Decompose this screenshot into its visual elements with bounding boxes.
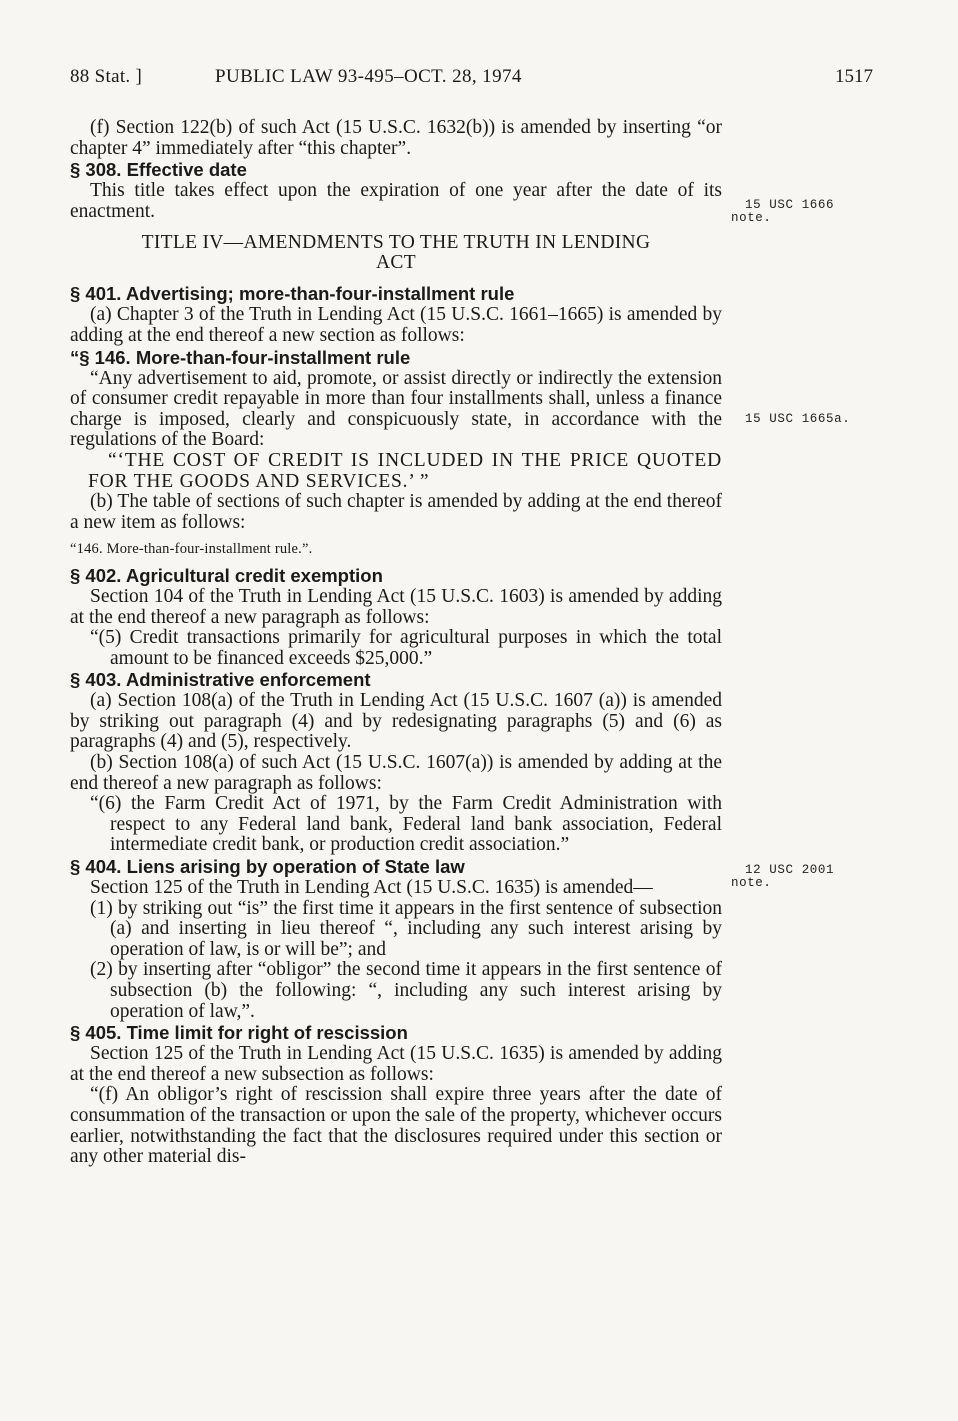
section-405-heading: § 405. Time limit for right of rescission — [70, 1022, 408, 1044]
title-iv-line-1: TITLE IV—AMENDMENTS TO THE TRUTH IN LENDING — [141, 232, 651, 254]
paragraph-f: (f) Section 122(b) of such Act (15 U.S.C. 1632(b)) is amended by inserting “or chapter 4” immediately after “this chapter”. — [70, 117, 722, 159]
section-146-text: “Any advertisement to aid, promote, or assist directly or indirectly the extension of consumer credit repayable in more than four installments shall, unless a finance charge is imposed, clearly and conspicuously state, in accordance with the regulations of the Board: — [70, 367, 722, 451]
title-iv-heading — [70, 233, 722, 273]
section-402-quote: “(5) Credit transactions primarily for agricultural purposes in which the total amount to be financed exceeds $25,000.” — [90, 627, 722, 669]
section-403-quote: “(6) the Farm Credit Act of 1971, by the Farm Credit Administration with respect to any Federal land bank, Federal land bank association, Federal intermediate credit bank, or production credit association.” — [90, 793, 722, 856]
margin-note-line: note. — [731, 211, 772, 225]
margin-note-line: 15 USC 1666 — [745, 198, 835, 212]
section-401-b: (b) The table of sections of such chapter is amended by adding at the end thereof a new item as follows: — [70, 491, 722, 533]
section-404-heading: § 404. Liens arising by operation of State law — [70, 856, 465, 878]
margin-note-line: note. — [731, 876, 772, 890]
section-403-heading: § 403. Administrative enforcement — [70, 669, 371, 691]
section-308-heading: § 308. Effective date — [70, 159, 247, 181]
section-401-table-item: “146. More-than-four-installment rule.”. — [70, 541, 313, 558]
margin-note-line: 15 USC 1665a. — [745, 412, 851, 426]
section-402-heading: § 402. Agricultural credit exemption — [70, 564, 383, 586]
section-401-heading: § 401. Advertising; more-than-four-installment rule — [70, 283, 515, 305]
page-number: 1517 — [835, 66, 873, 87]
section-402-text: Section 104 of the Truth in Lending Act (15 U.S.C. 1603) is amended by adding at the end thereof a new paragraph as follows: — [70, 585, 722, 628]
section-146-heading: “§ 146. More-than-four-installment rule — [70, 346, 411, 368]
statute-reference: 88 Stat. ] — [70, 66, 143, 87]
margin-note-15-usc-1666 — [731, 198, 835, 225]
document-body — [70, 118, 722, 1168]
margin-note-12-usc-2001 — [731, 863, 835, 890]
public-law-title: PUBLIC LAW 93-495–OCT. 28, 1974 — [215, 66, 522, 87]
margin-note-line: 12 USC 2001 — [745, 863, 835, 877]
section-308-text: This title takes effect upon the expiration of one year after the date of its enactment. — [70, 180, 722, 222]
section-404-item-1: (1) by striking out “is” the first time it appears in the first sentence of subsection (a) and inserting in lieu thereof “, including any such interest arising by operation of law, is or will be”; and — [90, 897, 722, 960]
margin-note-15-usc-1665a — [745, 413, 850, 426]
title-iv-line-2: ACT — [376, 252, 416, 274]
section-403-b: (b) Section 108(a) of such Act (15 U.S.C. 1607(a)) is amended by adding at the end thereof a new paragraph as follows: — [70, 752, 722, 794]
section-405-text: Section 125 of the Truth in Lending Act (15 U.S.C. 1635) is amended by adding at the end thereof a new subsection as follows: — [70, 1043, 722, 1085]
section-401-a: (a) Chapter 3 of the Truth in Lending Act (15 U.S.C. 1661–1665) is amended by adding at the end thereof a new section as follows: — [70, 304, 722, 346]
page-header — [70, 66, 873, 94]
section-403-a: (a) Section 108(a) of the Truth in Lending Act (15 U.S.C. 1607 (a)) is amended by striking out paragraph (4) and by redesignating paragraphs (5) and (6) as paragraphs (4) and (5), respectively. — [70, 690, 722, 753]
section-405-f: “(f) An obligor’s right of rescission shall expire three years after the date of consummation of the transaction or upon the sale of the property, whichever occurs earlier, notwithstanding the fact that the disclosures required under this section or any other material dis- — [70, 1084, 722, 1168]
section-404-text: Section 125 of the Truth in Lending Act (15 U.S.C. 1635) is amended— — [90, 877, 653, 899]
section-404-item-2: (2) by inserting after “obligor” the second time it appears in the first sentence of subsection (b) the following: “, including any such interest arising by operation of law,”. — [90, 959, 722, 1022]
section-146-caps-quote: “‘THE COST OF CREDIT IS INCLUDED IN THE PRICE QUOTED FOR THE GOODS AND SERVICES.’ ” — [88, 449, 722, 492]
